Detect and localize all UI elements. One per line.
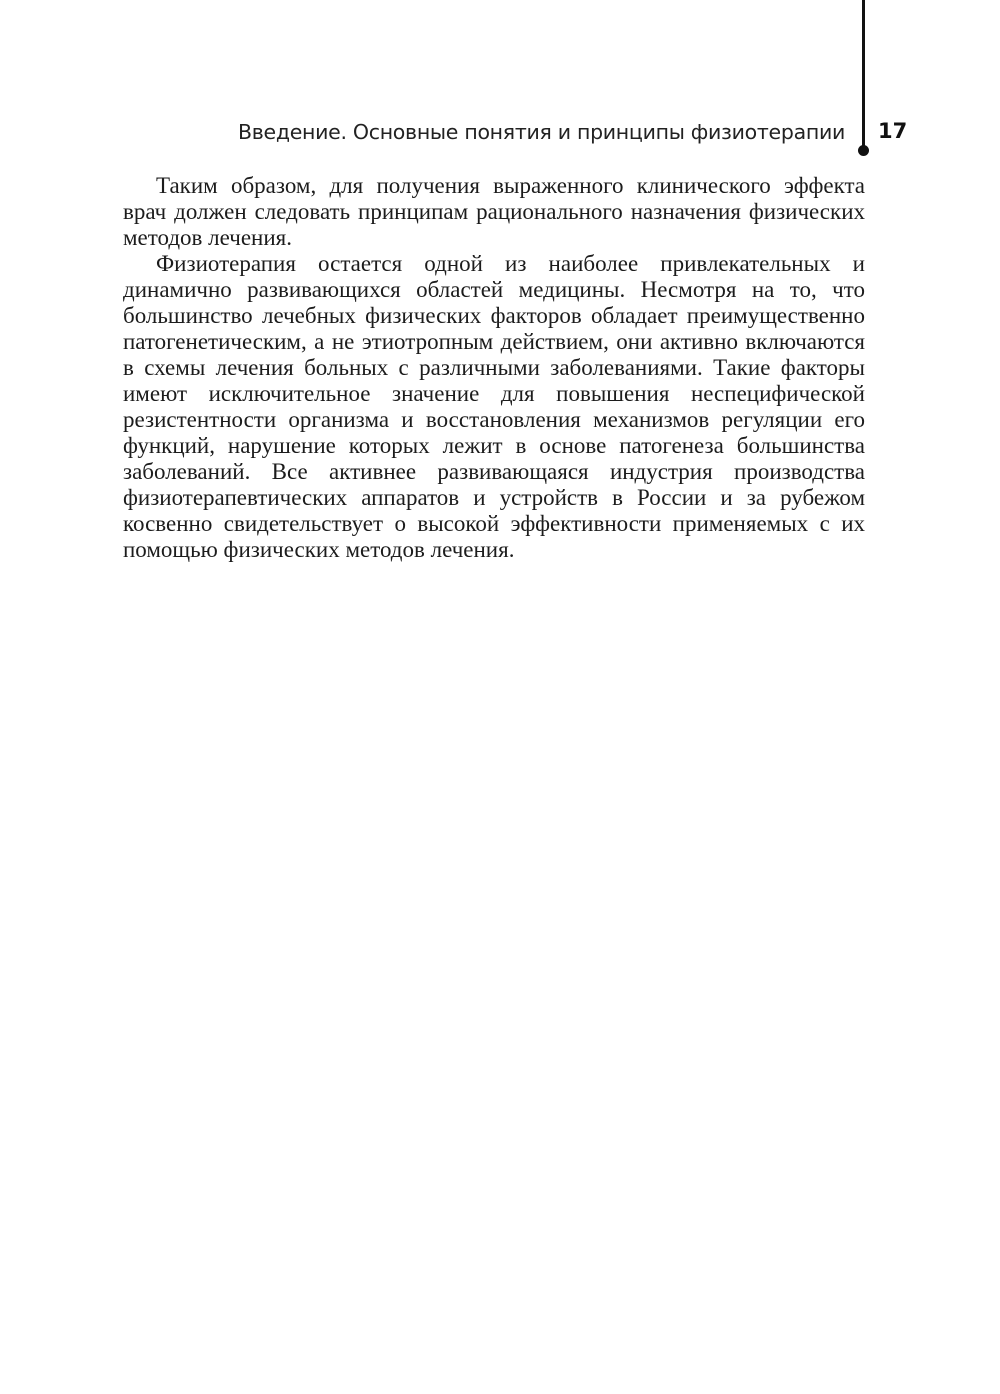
header-rule-dot — [858, 145, 869, 156]
paragraph: Таким образом, для получения выраженного клинического эффекта врач должен следовать принципам рационального назначения физических методов лечения. — [123, 173, 865, 250]
body-text — [123, 173, 865, 563]
page-number: 17 — [878, 119, 908, 143]
header-vertical-rule — [862, 0, 865, 150]
running-header-title: Введение. Основные понятия и принципы физиотерапии — [237, 120, 845, 144]
paragraph: Физиотерапия остается одной из наиболее привлекательных и динамично развивающихся областей медицины. Несмотря на то, что большинство лечебных физических факторов обладает преимущественно патогенетическим, а не этиотропным действием, они активно включаются в схемы лечения больных с различными заболеваниями. Такие факторы имеют исключительное значение для повышения неспецифической резистентности организма и восстановления механизмов регуляции его функций, нарушение которых лежит в основе патогенеза большинства заболеваний. Все активнее развивающаяся индустрия производства физиотерапевтических аппаратов и устройств в России и за рубежом косвенно свидетельствует о высокой эффективности применяемых с их помощью физических методов лечения. — [123, 251, 865, 562]
